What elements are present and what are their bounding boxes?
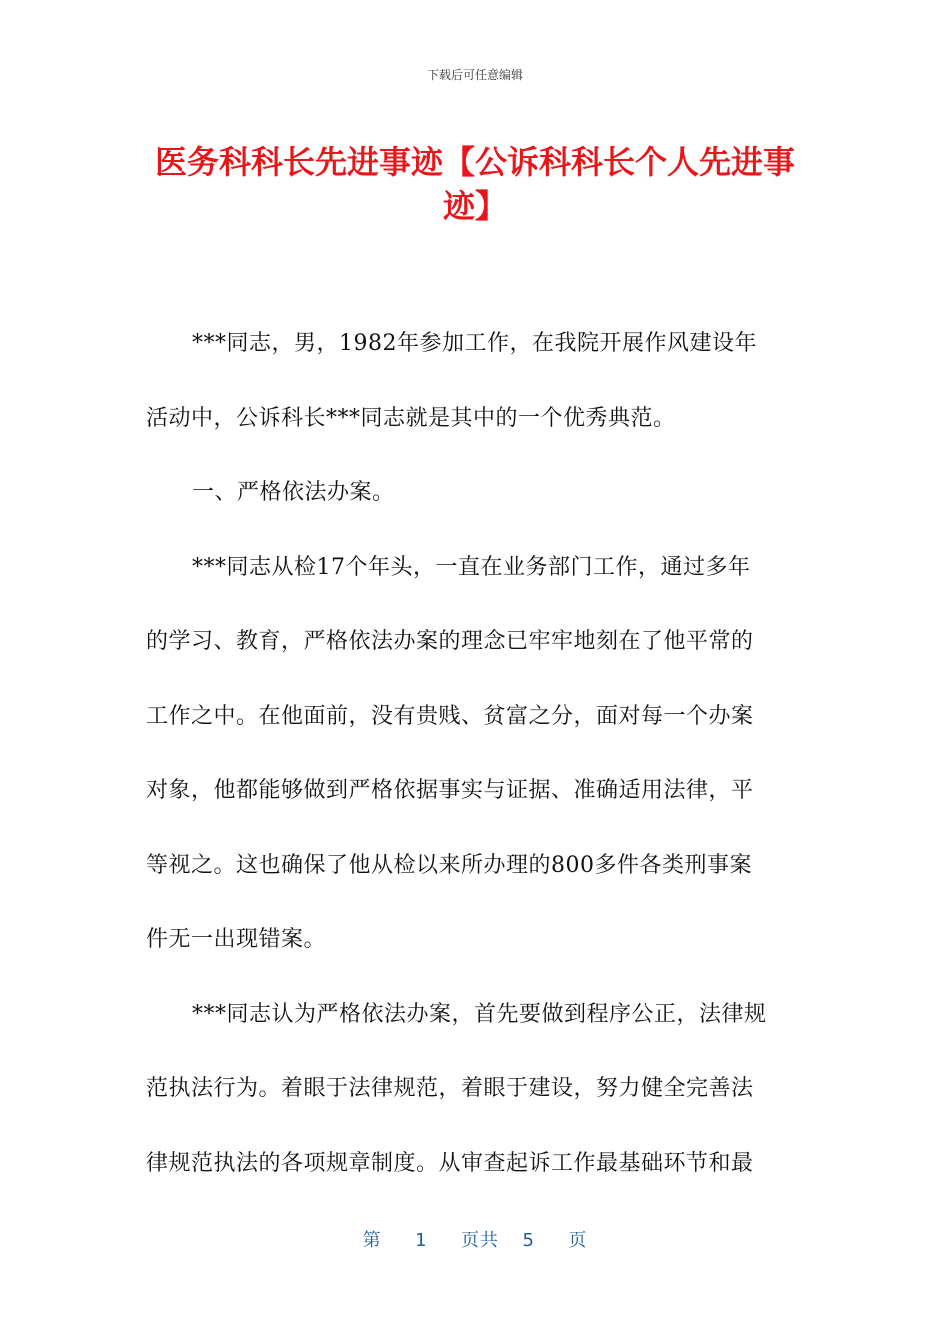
paragraph-line: ***同志从检17个年头，一直在业务部门工作，通过多年 <box>192 554 751 580</box>
footer-total-pages: 5 <box>522 1230 535 1251</box>
footer-label-page: 第 <box>362 1230 382 1251</box>
footer-label-of: 页共 <box>461 1230 499 1251</box>
paragraph-line: 等视之。这也确保了他从检以来所办理的800多件各类刑事案 <box>146 852 752 878</box>
footer-label-end: 页 <box>568 1230 588 1251</box>
paragraph-line: 工作之中。在他面前，没有贵贱、贫富之分，面对每一个办案 <box>146 703 754 729</box>
paragraph-line: ***同志认为严格依法办案，首先要做到程序公正，法律规 <box>192 1001 767 1027</box>
paragraph-line: 活动中，公诉科长***同志就是其中的一个优秀典范。 <box>146 405 676 431</box>
section-heading: 一、严格依法办案。 <box>192 480 395 505</box>
footer-current-page: 1 <box>415 1230 428 1251</box>
paragraph-line: 范执法行为。着眼于法律规范，着眼于建设，努力健全完善法 <box>146 1076 754 1101</box>
paragraph-line: 件无一出现错案。 <box>146 927 327 952</box>
header-note: 下载后可任意编辑 <box>426 68 523 82</box>
paragraph-line: ***同志，男，1982年参加工作，在我院开展作风建设年 <box>192 331 757 356</box>
document-title: 医务科科长先进事迹【公诉科科长个人先进事迹】 <box>154 143 795 225</box>
paragraph-line: 律规范执法的各项规章制度。从审查起诉工作最基础环节和最 <box>146 1150 754 1176</box>
paragraph-line: 的学习、教育，严格依法办案的理念已牢牢地刻在了他平常的 <box>146 629 754 654</box>
paragraph-line: 对象，他都能够做到严格依据事实与证据、准确适用法律，平 <box>146 778 754 803</box>
document-body <box>146 322 806 1216</box>
page-footer <box>0 1226 950 1252</box>
